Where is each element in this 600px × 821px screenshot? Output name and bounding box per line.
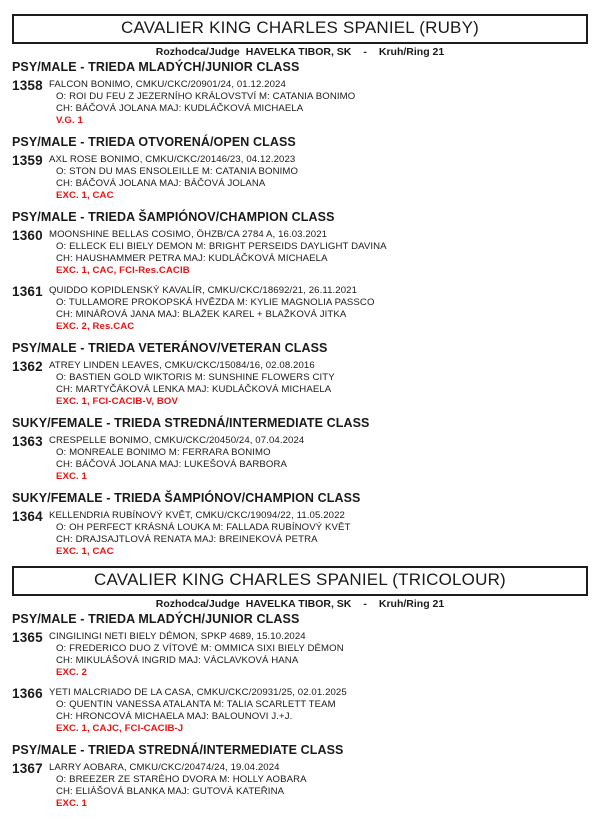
entry-parents-line: O: ROI DU FEU Z JEZERNÍHO KRÁLOVSTVÍ M: CATANIA BONIMO bbox=[56, 91, 356, 102]
entry-parents-line: O: QUENTIN VANESSA ATALANTA M: TALIA SCARLETT TEAM bbox=[56, 699, 336, 710]
catalog-content bbox=[12, 14, 588, 810]
entry-parents-line: O: MONREALE BONIMO M: FERRARA BONIMO bbox=[56, 447, 271, 458]
judge-dash: - bbox=[363, 46, 367, 58]
judge-label: Rozhodca/Judge bbox=[155, 598, 240, 610]
entry-lines bbox=[49, 435, 305, 483]
catalog-entry bbox=[12, 762, 588, 810]
entry-name-line: AXL ROSE BONIMO, CMKU/CKC/20146/23, 04.12.2023 bbox=[49, 154, 296, 165]
entry-lines bbox=[49, 154, 299, 202]
entry-name-line: ATREY LINDEN LEAVES, CMKU/CKC/15084/16, 02.08.2016 bbox=[49, 360, 315, 371]
class-heading: PSY/MALE - TRIEDA VETERÁNOV/VETERAN CLASS bbox=[12, 341, 328, 355]
entry-result: EXC. 2 bbox=[56, 667, 87, 678]
class-heading: PSY/MALE - TRIEDA OTVORENÁ/OPEN CLASS bbox=[12, 135, 296, 149]
entry-breeder-line: CH: BÁČOVÁ JOLANA MAJ: KUDLÁČKOVÁ MICHAELA bbox=[56, 103, 304, 114]
class-section bbox=[12, 60, 588, 127]
entry-breeder-line: CH: MINÁŘOVÁ JANA MAJ: BLAŽEK KAREL + BLAŽKOVÁ JITKA bbox=[56, 309, 347, 320]
class-heading: PSY/MALE - TRIEDA MLADÝCH/JUNIOR CLASS bbox=[12, 612, 300, 626]
entry-result: V.G. 1 bbox=[56, 115, 83, 126]
entry-breeder-line: CH: MARTYČÁKOVÁ LENKA MAJ: KUDLÁČKOVÁ MICHAELA bbox=[56, 384, 332, 395]
entry-breeder-line: CH: BÁČOVÁ JOLANA MAJ: LUKEŠOVÁ BARBORA bbox=[56, 459, 288, 470]
entry-breeder-line: CH: BÁČOVÁ JOLANA MAJ: BÁČOVÁ JOLANA bbox=[56, 178, 266, 189]
judge-line bbox=[12, 46, 588, 59]
class-section bbox=[12, 135, 588, 202]
entry-number: 1365 bbox=[12, 630, 43, 645]
class-section bbox=[12, 743, 588, 810]
breed-title: CAVALIER KING CHARLES SPANIEL (TRICOLOUR) bbox=[94, 570, 506, 589]
entry-name-line: LARRY AOBARA, CMKU/CKC/20474/24, 19.04.2024 bbox=[49, 762, 280, 773]
judge-name: HAVELKA TIBOR, SK bbox=[245, 598, 352, 610]
catalog-entry bbox=[12, 79, 588, 127]
entry-lines bbox=[49, 631, 344, 679]
ring-label: Kruh/Ring 21 bbox=[378, 46, 445, 58]
class-section bbox=[12, 210, 588, 333]
entry-name-line: FALCON BONIMO, CMKU/CKC/20901/24, 01.12.2024 bbox=[49, 79, 286, 90]
entry-parents-line: O: BREEZER ZE STARÉHO DVORA M: HOLLY AOBARA bbox=[56, 774, 307, 785]
entry-lines bbox=[49, 79, 356, 127]
entry-name-line: QUIDDO KOPIDLENSKÝ KAVALÍR, CMKU/CKC/18692/21, 26.11.2021 bbox=[49, 285, 358, 296]
entry-name-line: YETI MALCRIADO DE LA CASA, CMKU/CKC/20931/25, 02.01.2025 bbox=[49, 687, 347, 698]
entry-lines bbox=[49, 510, 351, 558]
entry-number: 1362 bbox=[12, 359, 43, 374]
entry-number: 1363 bbox=[12, 434, 43, 449]
entry-breeder-line: CH: HAUSHAMMER PETRA MAJ: KUDLÁČKOVÁ MICHAELA bbox=[56, 253, 328, 264]
entry-parents-line: O: BASTIEN GOLD WIKTORIS M: SUNSHINE FLOWERS CITY bbox=[56, 372, 335, 383]
entry-breeder-line: CH: ELIÁŠOVÁ BLANKA MAJ: GUTOVÁ KATEŘINA bbox=[56, 786, 285, 797]
entry-parents-line: O: TULLAMORE PROKOPSKÁ HVĚZDA M: KYLIE MAGNOLIA PASSCO bbox=[56, 297, 375, 308]
entry-name-line: KELLENDRIA RUBÍNOVÝ KVĚT, CMKU/CKC/19094/22, 11.05.2022 bbox=[49, 510, 345, 521]
judge-name: HAVELKA TIBOR, SK bbox=[245, 46, 352, 58]
entry-breeder-line: CH: DRAJSAJTLOVÁ RENATA MAJ: BREINEKOVÁ PETRA bbox=[56, 534, 318, 545]
entry-number: 1361 bbox=[12, 284, 43, 299]
catalog-entry bbox=[12, 154, 588, 202]
entry-number: 1367 bbox=[12, 761, 43, 776]
class-heading: PSY/MALE - TRIEDA MLADÝCH/JUNIOR CLASS bbox=[12, 60, 300, 74]
judge-line bbox=[12, 598, 588, 611]
class-heading: PSY/MALE - TRIEDA ŠAMPIÓNOV/CHAMPION CLASS bbox=[12, 210, 335, 224]
class-section bbox=[12, 491, 588, 558]
entry-result: EXC. 1, CAC bbox=[56, 546, 114, 557]
judge-dash: - bbox=[363, 598, 367, 610]
entry-result: EXC. 2, Res.CAC bbox=[56, 321, 135, 332]
breed-title-box bbox=[12, 566, 588, 596]
entry-result: EXC. 1, FCI-CACIB-V, BOV bbox=[56, 396, 178, 407]
entry-lines bbox=[49, 229, 387, 277]
breed-title-box bbox=[12, 14, 588, 44]
catalog-entry bbox=[12, 360, 588, 408]
class-section bbox=[12, 341, 588, 408]
judge-label: Rozhodca/Judge bbox=[155, 46, 240, 58]
catalog-entry bbox=[12, 687, 588, 735]
entry-number: 1366 bbox=[12, 686, 43, 701]
breed-group bbox=[12, 14, 588, 558]
entry-number: 1360 bbox=[12, 228, 43, 243]
entry-parents-line: O: STON DU MAS ENSOLEILLE M: CATANIA BONIMO bbox=[56, 166, 299, 177]
entry-breeder-line: CH: HRONCOVÁ MICHAELA MAJ: BALOUNOVI J.+J. bbox=[56, 711, 293, 722]
entry-parents-line: O: FREDERICO DUO Z VÍTOVÉ M: OMMICA SIXI BIELY DÉMON bbox=[56, 643, 344, 654]
class-heading: SUKY/FEMALE - TRIEDA ŠAMPIÓNOV/CHAMPION CLASS bbox=[12, 491, 361, 505]
entry-lines bbox=[49, 285, 375, 333]
ring-label: Kruh/Ring 21 bbox=[378, 598, 445, 610]
entry-parents-line: O: ELLECK ELI BIELY DEMON M: BRIGHT PERSEIDS DAYLIGHT DAVINA bbox=[56, 241, 387, 252]
catalog-entry bbox=[12, 631, 588, 679]
entry-name-line: CRESPELLE BONIMO, CMKU/CKC/20450/24, 07.04.2024 bbox=[49, 435, 305, 446]
entry-name-line: MOONSHINE BELLAS COSIMO, ÖHZB/CA 2784 A, 16.03.2021 bbox=[49, 229, 328, 240]
catalog-entry bbox=[12, 435, 588, 483]
entry-lines bbox=[49, 762, 307, 810]
class-section bbox=[12, 612, 588, 735]
class-heading: SUKY/FEMALE - TRIEDA STREDNÁ/INTERMEDIATE CLASS bbox=[12, 416, 370, 430]
entry-number: 1358 bbox=[12, 78, 43, 93]
entry-number: 1364 bbox=[12, 509, 43, 524]
entry-result: EXC. 1 bbox=[56, 798, 87, 809]
entry-lines bbox=[49, 687, 347, 735]
breed-title: CAVALIER KING CHARLES SPANIEL (RUBY) bbox=[121, 18, 479, 37]
catalog-entry bbox=[12, 229, 588, 277]
entry-result: EXC. 1, CAC bbox=[56, 190, 114, 201]
class-heading: PSY/MALE - TRIEDA STREDNÁ/INTERMEDIATE CLASS bbox=[12, 743, 344, 757]
entry-parents-line: O: OH PERFECT KRÁSNÁ LOUKA M: FALLADA RUBÍNOVÝ KVĚT bbox=[56, 522, 351, 533]
class-section bbox=[12, 416, 588, 483]
entry-result: EXC. 1 bbox=[56, 471, 87, 482]
entry-breeder-line: CH: MIKULÁŠOVÁ INGRID MAJ: VÁCLAVKOVÁ HANA bbox=[56, 655, 299, 666]
entry-result: EXC. 1, CAJC, FCI-CACIB-J bbox=[56, 723, 184, 734]
entry-lines bbox=[49, 360, 335, 408]
entry-number: 1359 bbox=[12, 153, 43, 168]
entry-result: EXC. 1, CAC, FCI-Res.CACIB bbox=[56, 265, 190, 276]
catalog-entry bbox=[12, 510, 588, 558]
entry-name-line: CINGILINGI NETI BIELY DÉMON, SPKP 4689, 15.10.2024 bbox=[49, 631, 306, 642]
catalog-entry bbox=[12, 285, 588, 333]
breed-group bbox=[12, 566, 588, 810]
